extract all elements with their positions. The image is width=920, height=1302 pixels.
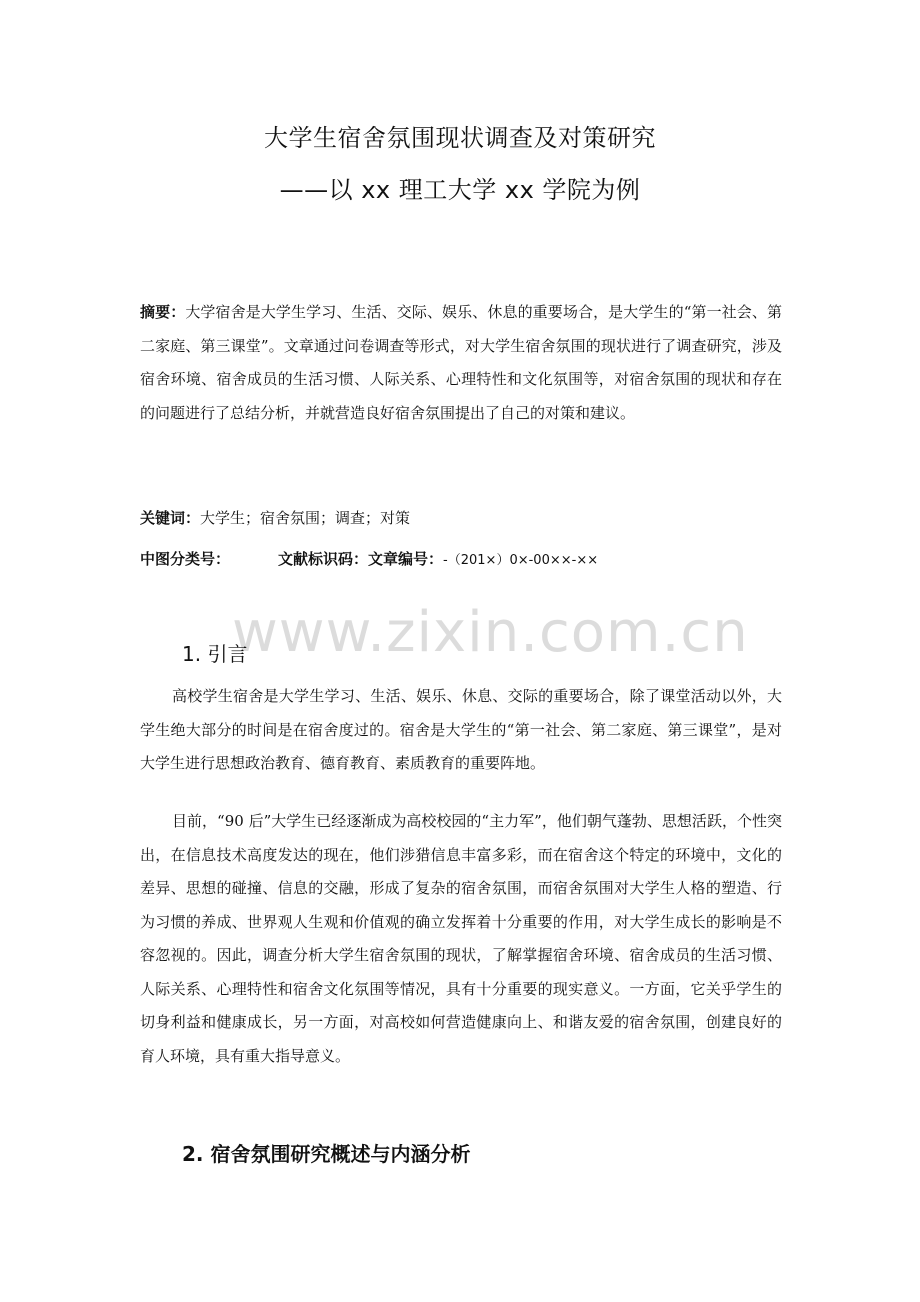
section-heading-overview: 2. 宿舍氛围研究概述与内涵分析 (182, 1142, 471, 1166)
article-no-value: -（201×）0×-00××-×× (443, 553, 599, 568)
paper-title: 大学生宿舍氛围现状调查及对策研究 (264, 124, 656, 152)
site-watermark: www.zixin.com.cn (232, 600, 749, 665)
body-paragraph: 高校学生宿舍是大学生学习、生活、娱乐、休息、交际的重要场合，除了课堂活动以外，大学生绝大部分的时间是在宿舍度过的。宿舍是大学生的“第一社会、第二家庭、第三课堂”，是对大学生进行思想政治教育、德育教育、素质教育的重要阵地。 (140, 687, 782, 772)
clc-label: 中图分类号： (140, 550, 231, 568)
classification-line (140, 548, 782, 572)
paper-subtitle: ——以 xx 理工大学 xx 学院为例 (279, 176, 641, 204)
section-heading-introduction: 1. 引言 (182, 642, 248, 666)
keywords-line (140, 507, 782, 529)
keywords-label: 关键词： (140, 509, 201, 527)
doc-code-label: 文献标识码： (278, 550, 369, 568)
abstract-block (140, 296, 782, 430)
body-paragraph: 目前，“90 后”大学生已经逐渐成为高校校园的“主力军”，他们朝气蓬勃、思想活跃，个性突出，在信息技术高度发达的现在，他们涉猎信息丰富多彩，而在宿舍这个特定的环境中，文化的差异、思想的碰撞、信息的交融，形成了复杂的宿舍氛围，而宿舍氛围对大学生人格的塑造、行为习惯的养成、世界观人生观和价值观的确立发挥着十分重要的作用，对大学生成长的影响是不容忽视的。因此，调查分析大学生宿舍氛围的现状，了解掌握宿舍环境、宿舍成员的生活习惯、人际关系、心理特性和宿舍文化氛围等情况，具有十分重要的现实意义。一方面，它关乎学生的切身利益和健康成长，另一方面，对高校如何营造健康向上、和谐友爱的宿舍氛围，创建良好的育人环境，具有重大指导意义。 (140, 812, 782, 1065)
abstract-text: 大学宿舍是大学生学习、生活、交际、娱乐、休息的重要场合，是大学生的“第一社会、第二家庭、第三课堂”。文章通过问卷调查等形式，对大学生宿舍氛围的现状进行了调查研究，涉及宿舍环境、宿舍成员的生活习惯、人际关系、心理特性和文化氛围等，对宿舍氛围的现状和存在的问题进行了总结分析，并就营造良好宿舍氛围提出了自己的对策和建议。 (140, 303, 782, 422)
abstract-label: 摘要： (140, 303, 186, 321)
article-no-label: 文章编号： (368, 550, 444, 568)
keywords-text: 大学生；宿舍氛围；调查；对策 (200, 509, 411, 527)
